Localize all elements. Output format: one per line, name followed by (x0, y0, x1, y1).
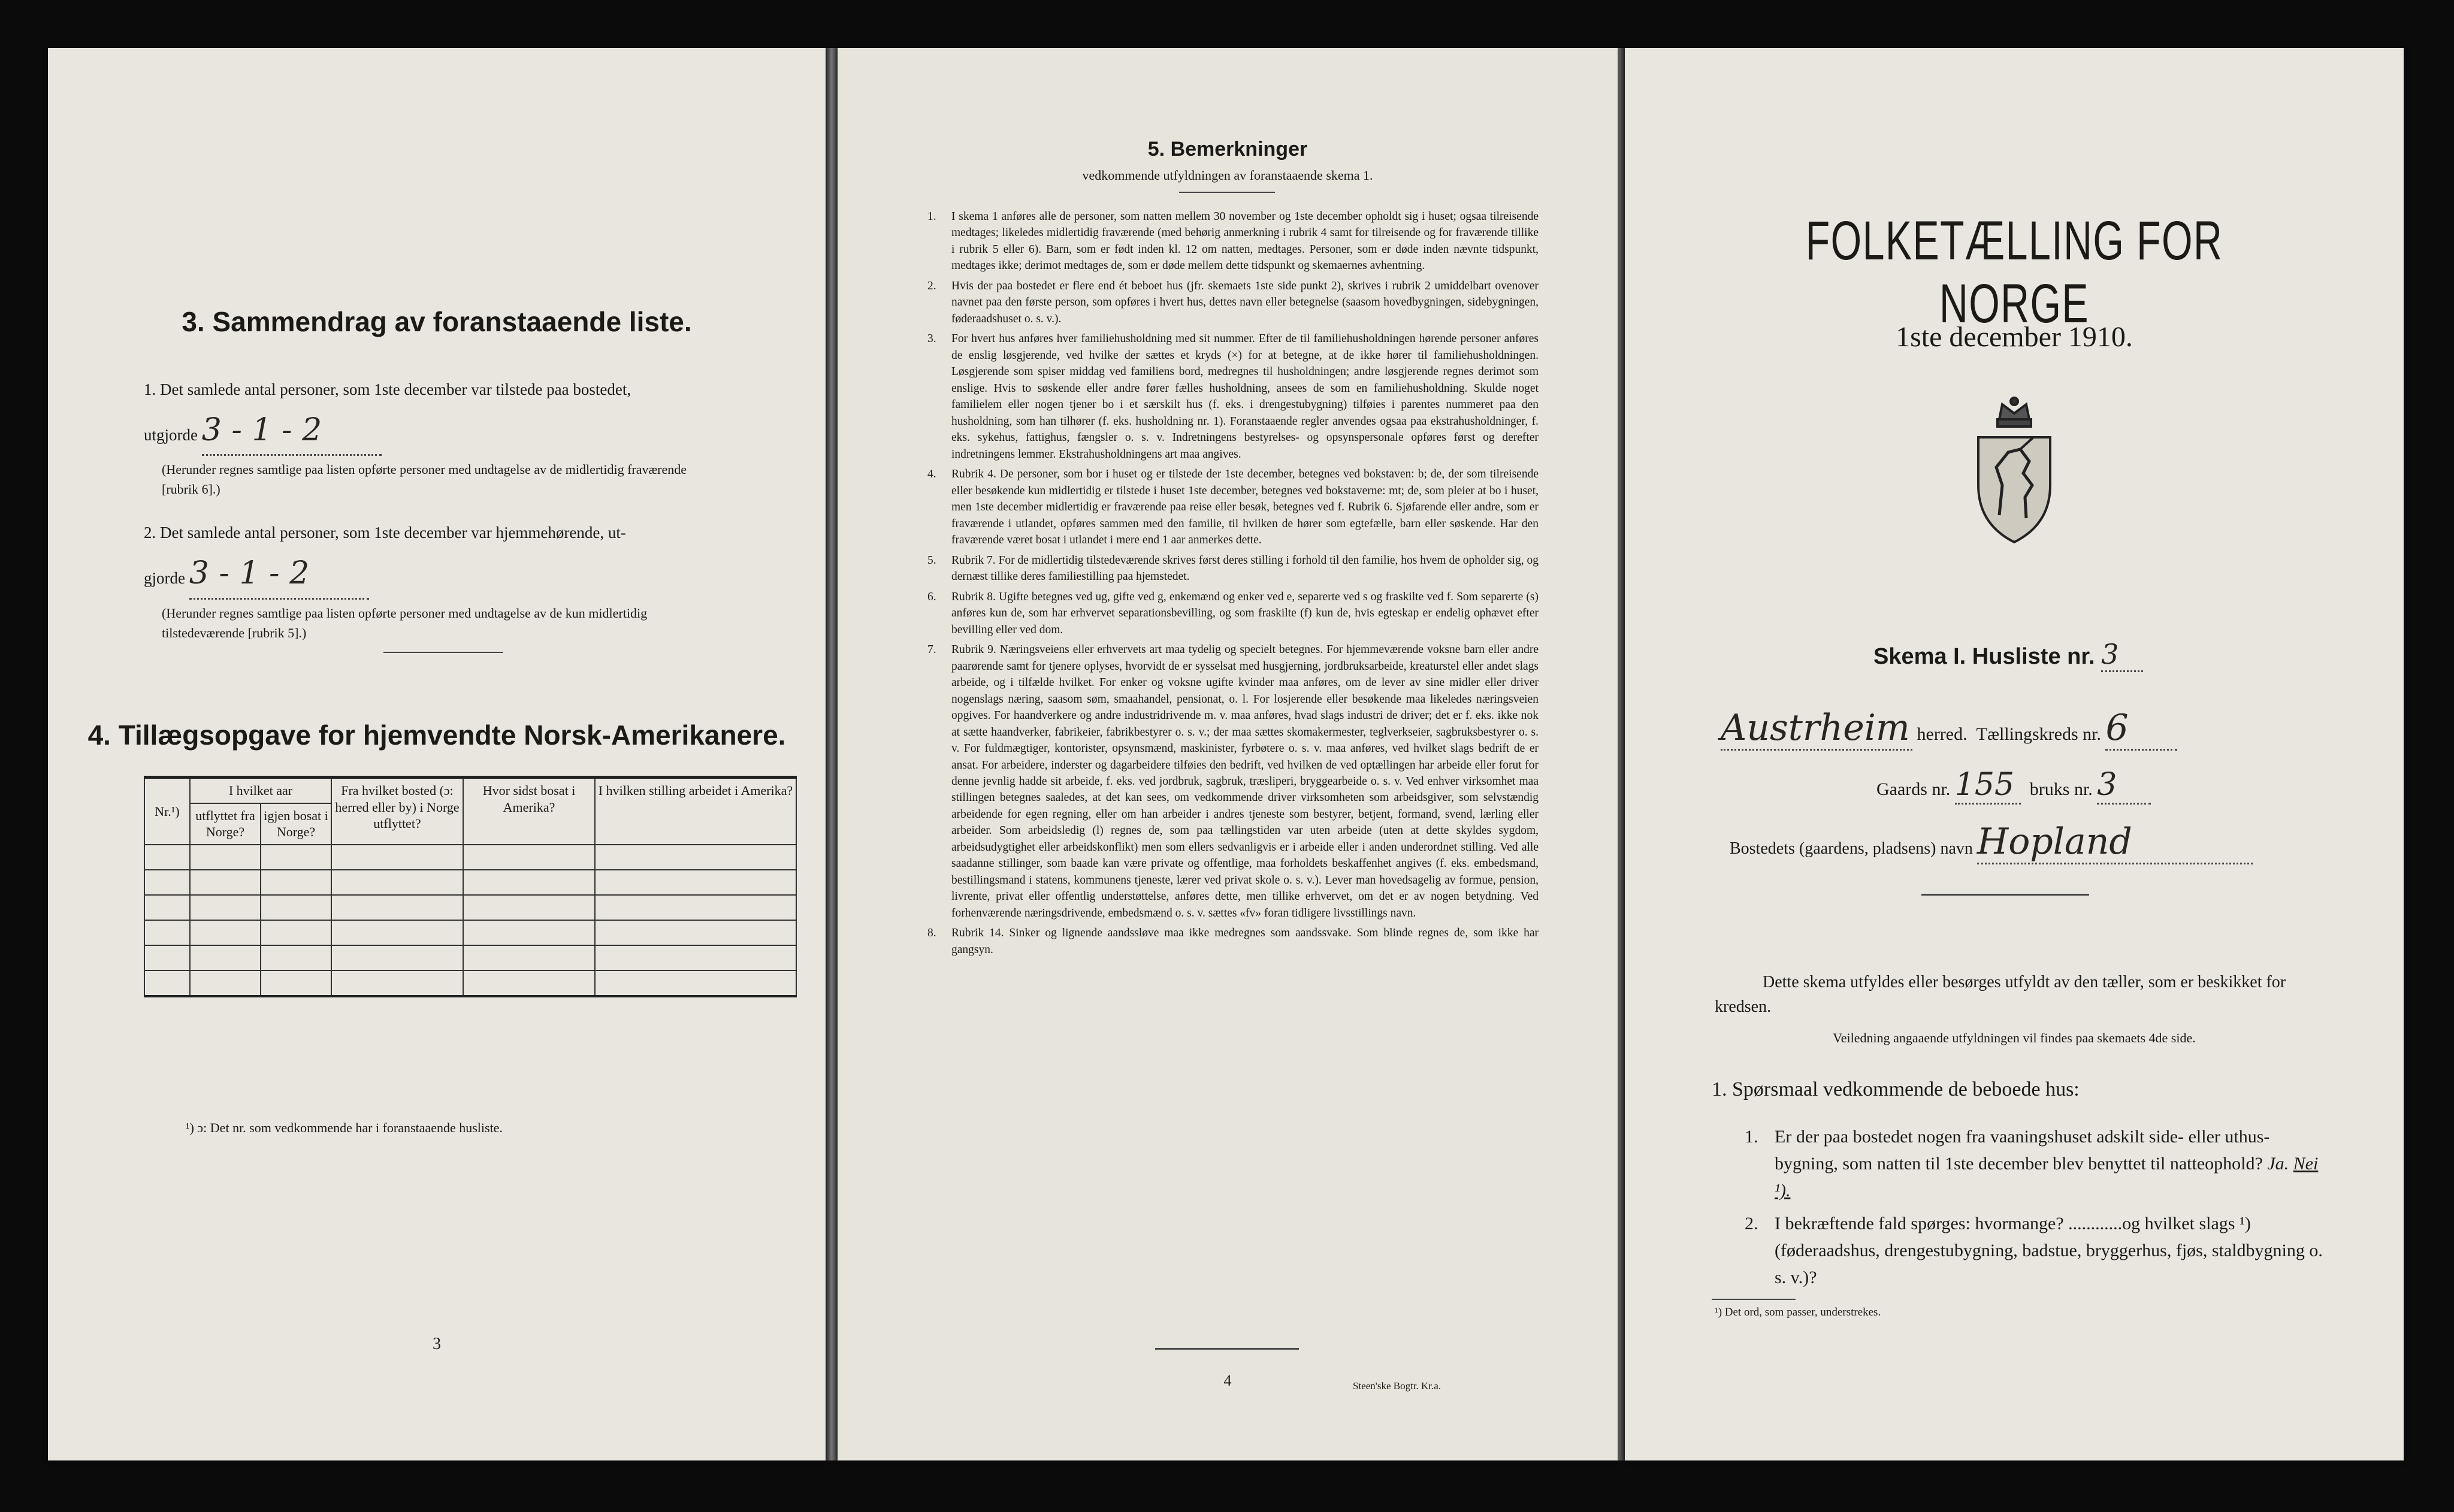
guidance-text: Veiledning angaaende utfyldningen vil findes paa skemaets 4de side. (1833, 1030, 2196, 1045)
document-title: FOLKETÆLLING FOR NORGE (1805, 210, 2223, 334)
schema-label: Skema I. Husliste nr. (1873, 644, 2095, 669)
page-right (1625, 48, 2404, 1460)
printer-mark: Steen'ske Bogtr. Kr.a. (1353, 1380, 1441, 1392)
q2-value: 3 - 1 - 2 (189, 549, 369, 600)
bruks-label: bruks nr. (2029, 779, 2093, 799)
section4-title: 4. Tillægsopgave for hjemvendte Norsk-Amerikanere. (87, 719, 786, 751)
remark-item: 4. Rubrik 4. De personer, som bor i huset og er tilstede der 1ste december, betegnes ved bokstaven: b; de, der som tilreisende eller besøkende kun midlertidig er tilstede i huset 1ste december, betegnes ved bokstaverne: mt; de, som pleier at bo i huset, men 1ste december midlertidig er fraværende paa reise eller besøk, betegnes ved f. Rubrik 6. Sjøfarende eller andre, som er fraværende i utlandet, opføres sammen med den familie, til hvilken de hører som egtefælle, barn eller søskende. Har den fraværende været bosat i utlandet i mere end 1 aar anmerkes dette. (927, 468, 1539, 547)
instruction-text: Dette skema utfyldes eller besørges utfyldt av den tæller, som er beskikket for kredsen. (1715, 973, 2286, 1016)
questions-heading: 1. Spørsmaal vedkommende de beboede hus: (1712, 1078, 2080, 1100)
divider (1179, 192, 1275, 193)
table-row (144, 945, 796, 970)
col-stilling: I hvilken stilling arbeidet i Amerika? (595, 778, 796, 845)
q2-num: 2. (1745, 1214, 1758, 1233)
tellingskreds-label: Tællingskreds nr. (1976, 724, 2101, 744)
bruks-value: 3 (2097, 767, 2151, 805)
remark-item: 6. Rubrik 8. Ugifte betegnes ved ug, gifte ved g, enkemænd og enker ved e, separerte ved s og fraskilte ved f. Som separerte (s) anføres kun de, som har erhvervet separationsbevilling, og som fraskilte (f) kun de, hvis egteskap er endelig ophævet efter bevilling eller ved dom. (927, 590, 1539, 636)
right-footnote: ¹) Det ord, som passer, understrekes. (1715, 1306, 1881, 1319)
ornament-divider (1921, 894, 2089, 896)
gaards-label: Gaards nr. (1876, 779, 1951, 799)
remark-item: 8. Rubrik 14. Sinker og lignende aandssløve maa ikke medregnes som aandssvake. Som blinde regnes de, som ikke har gangsyn. (927, 927, 1539, 956)
q2-note: (Herunder regnes samtlige paa listen opførte personer med undtagelse av de kun midlertidig tilstedeværende [rubrik 5].) (162, 605, 648, 640)
page-number-4: 4 (1223, 1372, 1232, 1389)
remark-item: 7. Rubrik 9. Næringsveiens eller erhvervets art maa tydelig og specielt betegnes. For hjemmeværende voksne barn eller andre paarørende samt for tjenere oplyses, hvorvidt de er sysselsat med husgjerning, jordbruksarbeide, kreaturstel eller andet slags arbeide, og i tilfælde hvilket. For enker og voksne ugifte kvinder maa anføres, om de lever av sine midler eller driver nogenslags næring, saasom søm, smaahandel, pensionat, o. l. For losjerende eller besøkende maa likeledes næringsveien opgives. For haandverkere og andre industridrivende m. v. maa anføres, hvad slags industri de driver; det er f. eks. ikke nok at sætte haandverker, fabrikeier, fabrikbestyrer o. s. v.; der maa sættes skomakermester, teglverkseier, sagbruksbestyrer o. s. v. For fuldmægtiger, kontorister, opsynsmænd, maskinister, fyrbøtere o. s. v. maa anføres, ved hvilket slags bedrift de er ansat. For arbeidere, inderster og dagarbeidere tilføies den bedrift, ved hvilken de ved optællingen har arbeide eller forut for denne jevnlig hadde sit arbeide, f. eks. ved jordbruk, sagbruk, træsliperi, bryggearbeide o. s. v. Ved enhver virksomhet maa stillingen betegnes saaledes, at det kan sees, om vedkommende driver virksomheten som arbeidsgiver, som selvstændig arbeidende for egen regning, eller om han arbeider i andres tjeneste som bestyrer, betjent, formand, svend, lærling eller arbeider. Som arbeidsledig (l) regnes de, som paa tællingstiden var uten arbeide (uten at dette skyldes sygdom, arbeidsudygtighet eller arbeidskonflikt) men som ellers sedvanligvis er i arbeide eller i anden underordnet stilling. Ved alle saadanne stillinger, som baade kan være private og offentlige, maa forholdets beskaffenhet angives (f. eks. embedsmand, bestillingsmand i statens, kommunens tjeneste, lærer ved privat skole o. s. v.). Lever man hovedsagelig av formue, pension, livrente, privat eller offentlig understøttelse, anføres dette, men tillike erhvervet, om det er av nogen betydning. Ved forhenværende næringsdrivende, embedsmænd o. s. v. sættes «fv» foran tidligere livsstillings navn. (927, 643, 1539, 920)
col-group: I hvilket aar (190, 778, 331, 803)
bosted-value: Hopland (1977, 821, 2253, 864)
remarks-subtitle: vedkommende utfyldningen av foranstaaende skema 1. (1082, 168, 1373, 183)
q1-answer-ja: Ja. (2267, 1154, 2289, 1174)
q1-num: 1. (1745, 1127, 1758, 1147)
herred-label: herred. (1917, 724, 1968, 744)
page-number-3: 3 (433, 1335, 441, 1353)
remark-item: 2. Hvis der paa bostedet er flere end ét beboet hus (jfr. skemaets 1ste side punkt 2), skrives i rubrik 2 umiddelbart ovenover navnet paa den første person, som opføres i hvert hus, dettes navn eller betegnelse (saasom hovedbygningen, sidebygningen, føderaadshuset o. s. v.). (927, 279, 1539, 325)
q1-question: Er der paa bostedet nogen fra vaaningshuset adskilt side- eller uthus-bygning, som natten til 1ste december blev benyttet til natteophold? (1775, 1127, 2270, 1174)
table-footnote: ¹) ɔ: Det nr. som vedkommende har i foranstaaende husliste. (186, 1120, 503, 1135)
table-row (144, 920, 796, 945)
section3-title: 3. Sammendrag av foranstaaende liste. (182, 306, 692, 337)
census-date: 1ste december 1910. (1896, 321, 2133, 353)
remark-item: 5. Rubrik 7. For de midlertidig tilstedeværende skrives først deres stilling i forhold til den familie, hos hvem de opholder sig, og dernæst tillike deres familiestilling paa hjemstedet. (927, 554, 1539, 583)
q2-question: I bekræftende fald spørges: hvormange? ............og hvilket slags ¹) (føderaadshus, drengestubygning, badstue, bryggerhus, fjøs, staldbygning o. s. v.)? (1775, 1214, 2323, 1287)
q1-note: (Herunder regnes samtlige paa listen opførte personer med undtagelse av de midlertidig fraværende [rubrik 6].) (162, 462, 687, 497)
q1-value: 3 - 1 - 2 (202, 406, 382, 456)
footnote-rule (1712, 1299, 1796, 1300)
col-fra: Fra hvilket bosted (ɔ: herred eller by) i Norge utflyttet? (331, 778, 463, 845)
remark-item: 1. I skema 1 anføres alle de personer, som natten mellem 30 november og 1ste december opholdt sig i huset; ogsaa tilreisende medtages; likeledes midlertidig fraværende (med behørig anmerkning i rubrik 4 samt for tilreisende og for fraværende tillike i rubrik 5 eller 6). Barn, som er født inden kl. 12 om natten, medtages. Personer, som er døde inden nævnte tidspunkt, medtages ikke; derimot medtages de, som er døde mellem dette tidspunkt og skemaernes avhentning. (927, 210, 1539, 273)
page-middle (838, 48, 1618, 1460)
table-row (144, 870, 796, 895)
q2-prefix: gjorde (144, 569, 185, 588)
table-row (144, 845, 796, 870)
gaards-value: 155 (1955, 767, 2021, 805)
divider (1155, 1348, 1299, 1350)
q1-prefix: utgjorde (144, 425, 198, 444)
bosted-label: Bostedets (gaardens, pladsens) navn (1730, 839, 1973, 858)
q1-answer-nei: Nei ¹). (1775, 1154, 2319, 1200)
page-left (48, 48, 826, 1460)
col-utflyttet: utflyttet fra Norge? (190, 803, 261, 845)
divider (383, 652, 503, 653)
remarks-list (927, 208, 1539, 961)
table-row (144, 970, 796, 996)
remarks-title: 5. Bemerkninger (1147, 138, 1308, 161)
herred-value: Austrheim (1721, 707, 1912, 751)
remark-item: 3. For hvert hus anføres hver familiehusholdning med sit nummer. Efter de til familiehusholdningen hørende personer anføres de enslig løsgjerende, ved hvilke der sættes et kryds (×) for at betegne, at de ikke hører til familiehusholdningen. Løsgjerende som spiser middag ved familiens bord, medregnes til husholdningen; andre løsgjerende regnes derimot som enslige. Hvis to søskende eller andre fører fælles husholdning, ansees de som en familiehusholdning. Skulde noget familielem eller nogen tjener bo i et særskilt hus (f. eks. i drengestubygning) tilføies i parentes nummeret paa den husholdning, som han tilhører (f. eks. husholdning nr. 1). Foranstaaende regler anvendes ogsaa paa ekstrahusholdninger, f. eks. sykehus, fattighus, fængsler o. s. v. Indretningens bestyrelses- og opsynspersonale opføres først og derefter indretningens lemmer. Ekstrahusholdningens art maa angives. (927, 332, 1539, 461)
q2-text: 2. Det samlede antal personer, som 1ste december var hjemmehørende, ut- (144, 524, 626, 542)
q1-text: 1. Det samlede antal personer, som 1ste december var tilstede paa bostedet, (144, 380, 631, 398)
norsk-amerikanere-table (144, 776, 797, 997)
table-row (144, 895, 796, 920)
norwegian-coat-of-arms-icon (1966, 395, 2062, 545)
col-igjen: igjen bosat i Norge? (261, 803, 331, 845)
husliste-nr: 3 (2101, 638, 2143, 672)
tellingskreds-value: 6 (2105, 707, 2177, 751)
col-nr: Nr.¹) (144, 778, 190, 845)
col-hvor: Hvor sidst bosat i Amerika? (463, 778, 595, 845)
page-fold-left (826, 48, 839, 1460)
